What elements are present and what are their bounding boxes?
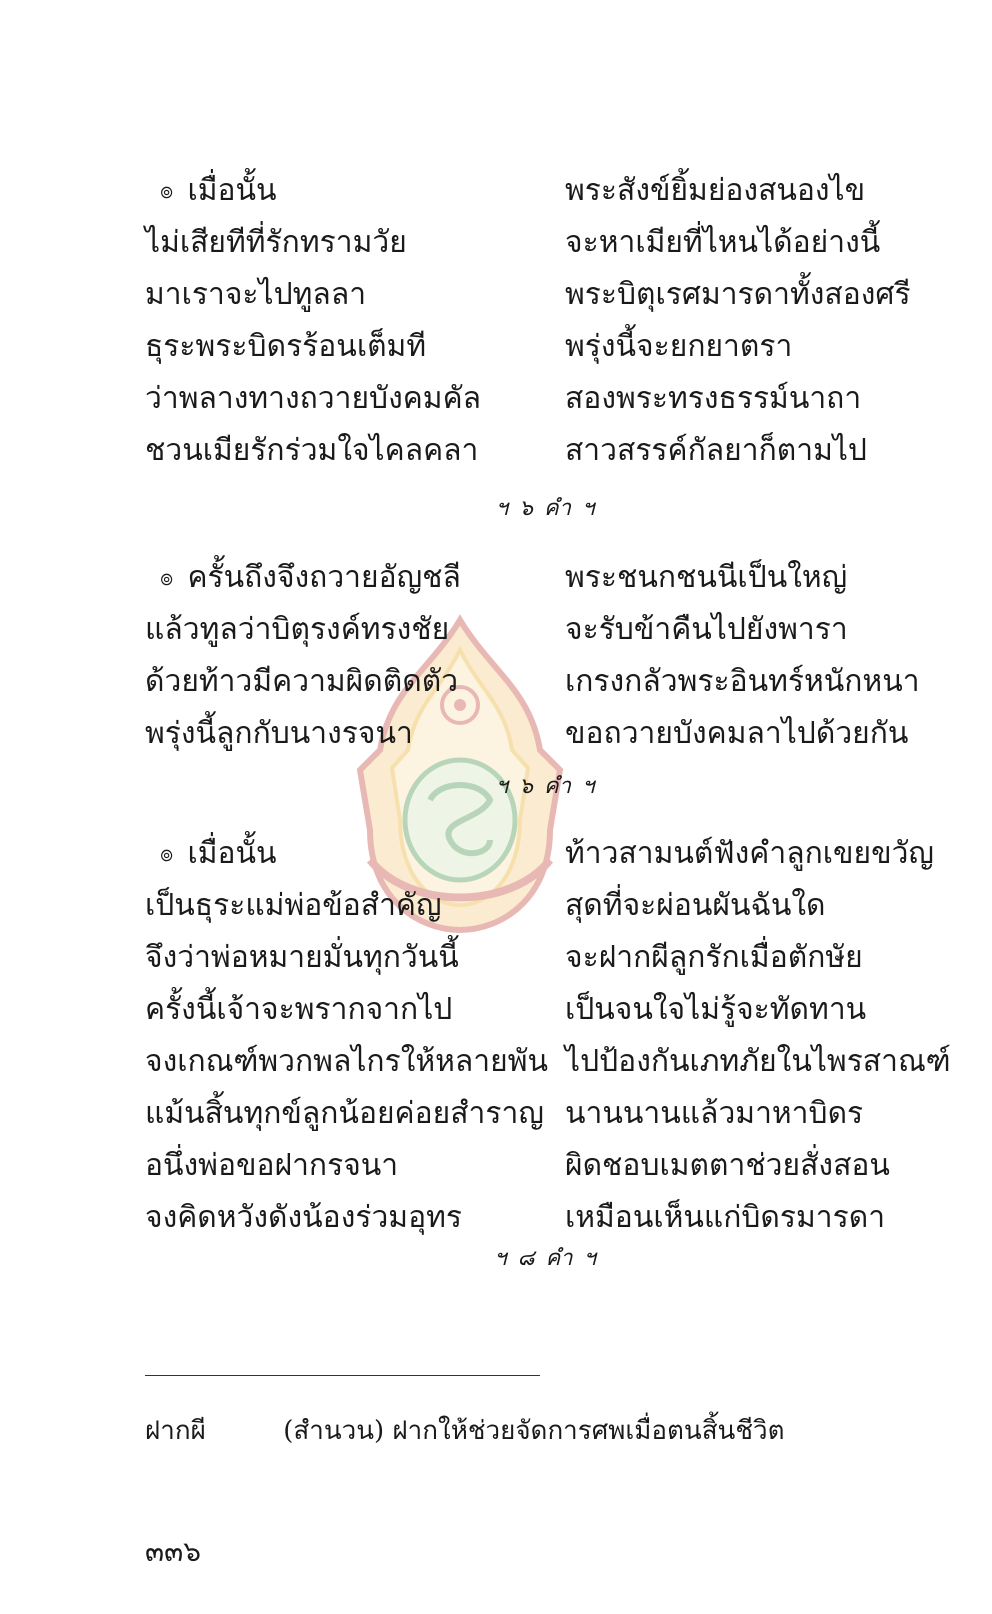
verse-left: แล้วทูลว่าบิตุรงค์ทรงชัย bbox=[145, 612, 450, 647]
verse-line bbox=[0, 1140, 992, 1192]
footnote-divider bbox=[145, 1375, 540, 1376]
verse-left: อนึ่งพ่อขอฝากรจนา bbox=[145, 1148, 399, 1183]
footnote-definition: (สำนวน) ฝากให้ช่วยจัดการศพเมื่อตนสิ้นชีวิต bbox=[283, 1416, 785, 1446]
verse-line bbox=[0, 217, 992, 269]
stanza-1 bbox=[0, 165, 992, 477]
verse-right: สองพระทรงธรรม์นาถา bbox=[565, 381, 862, 416]
stanza-marker-icon: ๏ bbox=[160, 179, 174, 204]
verse-right: ท้าวสามนต์ฟังคำลูกเขยขวัญ bbox=[565, 836, 934, 871]
verse-right: จะหาเมียที่ไหนได้อย่างนี้ bbox=[565, 225, 881, 260]
verse-line bbox=[0, 321, 992, 373]
page-number: ๓๓๖ bbox=[145, 1535, 202, 1568]
verse-line bbox=[0, 1192, 992, 1244]
verse-right: พระสังข์ยิ้มย่องสนองไข bbox=[565, 173, 866, 208]
verse-right: เกรงกลัวพระอินทร์หนักหนา bbox=[565, 664, 920, 699]
verse-right: ขอถวายบังคมลาไปด้วยกัน bbox=[565, 716, 909, 751]
stanza-meter-note: ฯ ๘ คำ ฯ bbox=[494, 1246, 598, 1271]
verse-left: ไม่เสียทีที่รักทรามวัย bbox=[145, 225, 407, 260]
verse-line bbox=[0, 165, 992, 217]
verse-left: แม้นสิ้นทุกข์ลูกน้อยค่อยสำราญ bbox=[145, 1096, 544, 1131]
verse-line bbox=[0, 425, 992, 477]
verse-left: พรุ่งนี้ลูกกับนางรจนา bbox=[145, 716, 413, 751]
verse-line bbox=[0, 552, 992, 604]
verse-line bbox=[0, 1036, 992, 1088]
verse-line bbox=[0, 932, 992, 984]
verse-left: จงเกณฑ์พวกพลไกรให้หลายพัน bbox=[145, 1044, 548, 1079]
verse-right: เหมือนเห็นแก่บิดรมารดา bbox=[565, 1200, 886, 1235]
verse-line bbox=[0, 880, 992, 932]
verse-right: ผิดชอบเมตตาช่วยสั่งสอน bbox=[565, 1148, 890, 1183]
verse-right: จะรับข้าคืนไปยังพารา bbox=[565, 612, 848, 647]
stanza-marker-icon: ๏ bbox=[160, 566, 174, 591]
stanza-2 bbox=[0, 552, 992, 760]
stanza-meter-note: ฯ ๖ คำ ฯ bbox=[495, 496, 597, 521]
verse-left bbox=[160, 828, 277, 881]
verse-line bbox=[0, 984, 992, 1036]
verse-right: ไปป้องกันเภทภัยในไพรสาณฑ์ bbox=[565, 1044, 951, 1079]
verse-right: พรุ่งนี้จะยกยาตรา bbox=[565, 329, 793, 364]
verse-left: ด้วยท้าวมีความผิดติดตัว bbox=[145, 664, 459, 699]
verse-line bbox=[0, 656, 992, 708]
verse-left: เป็นธุระแม่พ่อข้อสำคัญ bbox=[145, 888, 442, 923]
verse-left-text: เมื่อนั้น bbox=[187, 173, 277, 208]
verse-left: ว่าพลางทางถวายบังคมคัล bbox=[145, 381, 482, 416]
verse-line bbox=[0, 373, 992, 425]
verse-line bbox=[0, 604, 992, 656]
verse-left bbox=[160, 165, 277, 218]
verse-left-text: เมื่อนั้น bbox=[187, 836, 277, 871]
verse-right: เป็นจนใจไม่รู้จะทัดทาน bbox=[565, 992, 867, 1027]
verse-left-text: ครั้นถึงจึงถวายอัญชลี bbox=[187, 560, 461, 595]
verse-right: พระบิตุเรศมารดาทั้งสองศรี bbox=[565, 277, 911, 312]
verse-right: สาวสรรค์กัลยาก็ตามไป bbox=[565, 433, 867, 468]
verse-right: สุดที่จะผ่อนผันฉันใด bbox=[565, 888, 826, 923]
verse-left: จึงว่าพ่อหมายมั่นทุกวันนี้ bbox=[145, 940, 459, 975]
stanza-meter-note: ฯ ๖ คำ ฯ bbox=[495, 774, 597, 799]
verse-right: นานนานแล้วมาหาบิดร bbox=[565, 1096, 864, 1131]
stanza-marker-icon: ๏ bbox=[160, 842, 174, 867]
verse-right: พระชนกชนนีเป็นใหญ่ bbox=[565, 560, 848, 595]
footnote-term: ฝากผี bbox=[145, 1416, 206, 1446]
verse-left: มาเราจะไปทูลลา bbox=[145, 277, 367, 312]
verse-line bbox=[0, 269, 992, 321]
footnote bbox=[145, 1410, 784, 1451]
verse-left bbox=[160, 552, 461, 605]
stanza-3 bbox=[0, 828, 992, 1244]
verse-line bbox=[0, 828, 992, 880]
verse-left: ชวนเมียรักร่วมใจไคลคลา bbox=[145, 433, 479, 468]
verse-line bbox=[0, 1088, 992, 1140]
verse-left: ธุระพระบิดรร้อนเต็มที bbox=[145, 329, 427, 364]
verse-right: จะฝากผีลูกรักเมื่อตักษัย bbox=[565, 940, 863, 975]
verse-left: ครั้งนี้เจ้าจะพรากจากไป bbox=[145, 992, 453, 1027]
verse-line bbox=[0, 708, 992, 760]
verse-left: จงคิดหวังดังน้องร่วมอุทร bbox=[145, 1200, 462, 1235]
